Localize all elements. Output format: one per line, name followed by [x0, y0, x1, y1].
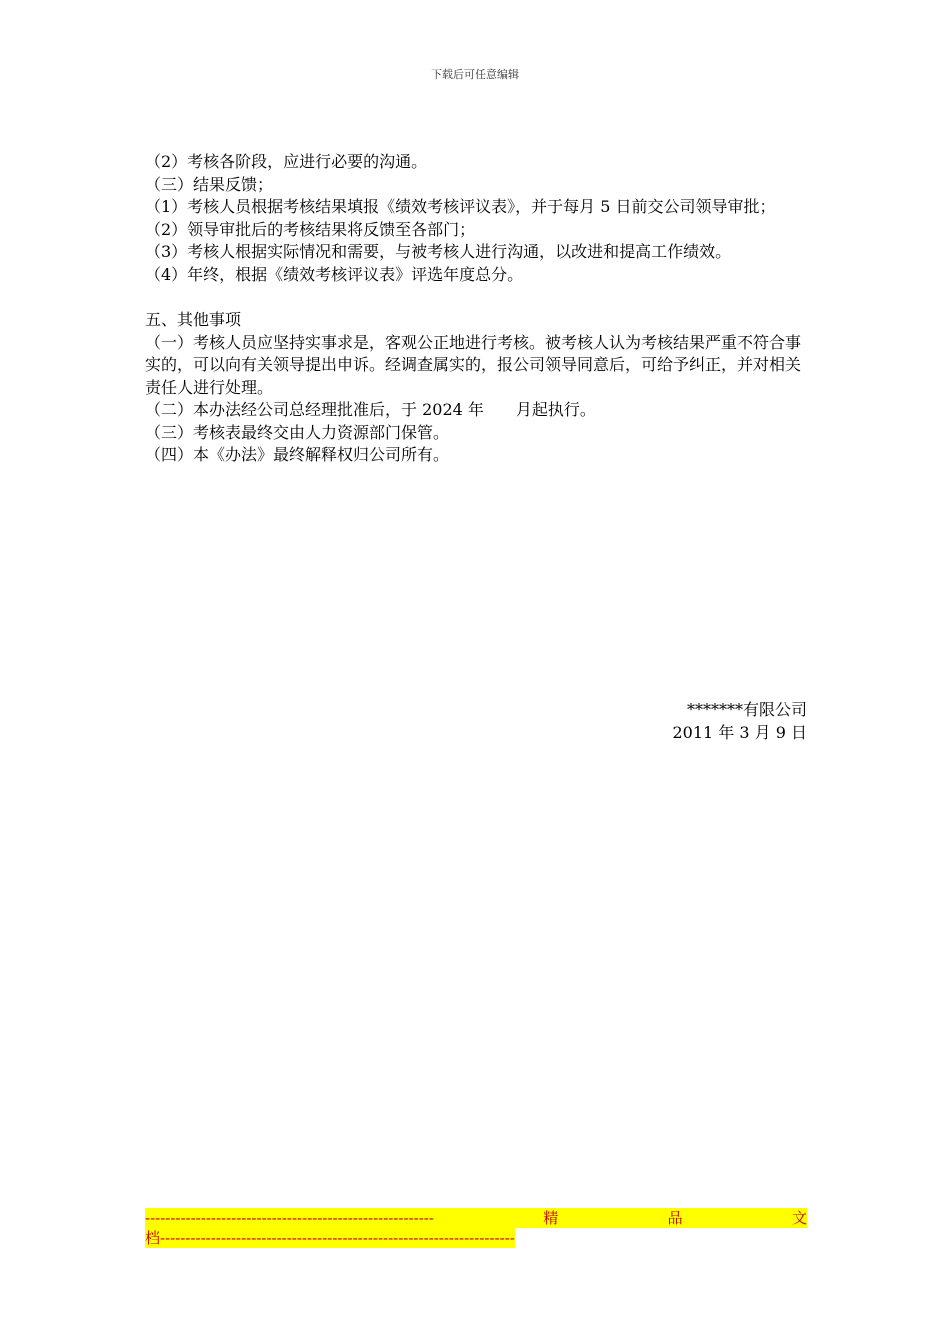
paragraph: （四）本《办法》最终解释权归公司所有。 — [145, 445, 450, 464]
footer-char: 精 — [543, 1209, 559, 1227]
paragraph: （2）考核各阶段，应进行必要的沟通。 — [145, 152, 428, 171]
paragraph: （1）考核人员根据考核结果填报《绩效考核评议表》，并于每月 5 日前交公司领导审批； — [145, 197, 776, 216]
paragraph: （一）考核人员应坚持实事求是，客观公正地进行考核。被考核人认为考核结果严重不符合事实的，可以向有关领导提出申诉。经调查属实的，报公司领导同意后，可给予纠正，并对相关责任人进行处理。 — [145, 332, 802, 397]
footer-char: 档 — [145, 1229, 161, 1247]
paragraph: （三）结果反馈； — [145, 174, 274, 194]
paragraph: （3）考核人根据实际情况和需要，与被考核人进行沟通，以改进和提高工作绩效。 — [145, 242, 732, 261]
footer-dashes: --------------------------------------------------------- — [145, 1209, 434, 1227]
paragraph: （2）领导审批后的考核结果将反馈至各部门； — [145, 219, 476, 239]
footer-line-1 — [145, 1208, 807, 1228]
paragraph: （三）考核表最终交由人力资源部门保管。 — [145, 422, 450, 442]
footer-line-2 — [145, 1228, 515, 1248]
section-title: 五、其他事项 — [145, 310, 242, 329]
footer-dashes: ---------------------------------------------------------------------- — [160, 1229, 515, 1247]
document-body — [145, 151, 807, 467]
footer-char: 品 — [667, 1209, 683, 1227]
page-footer — [145, 1208, 807, 1248]
footer-char: 文 — [791, 1209, 807, 1227]
spacer — [145, 286, 807, 309]
signature-date: 2011 年 3 月 9 日 — [672, 722, 807, 742]
paragraph: （4）年终，根据《绩效考核评议表》评选年度总分。 — [145, 264, 524, 284]
company-name: *******有限公司 — [686, 700, 807, 719]
paragraph: （二）本办法经公司总经理批准后，于 2024 年 月起执行。 — [145, 400, 596, 419]
signature-block — [145, 699, 807, 744]
page-header: 下载后可任意编辑 — [431, 68, 519, 81]
